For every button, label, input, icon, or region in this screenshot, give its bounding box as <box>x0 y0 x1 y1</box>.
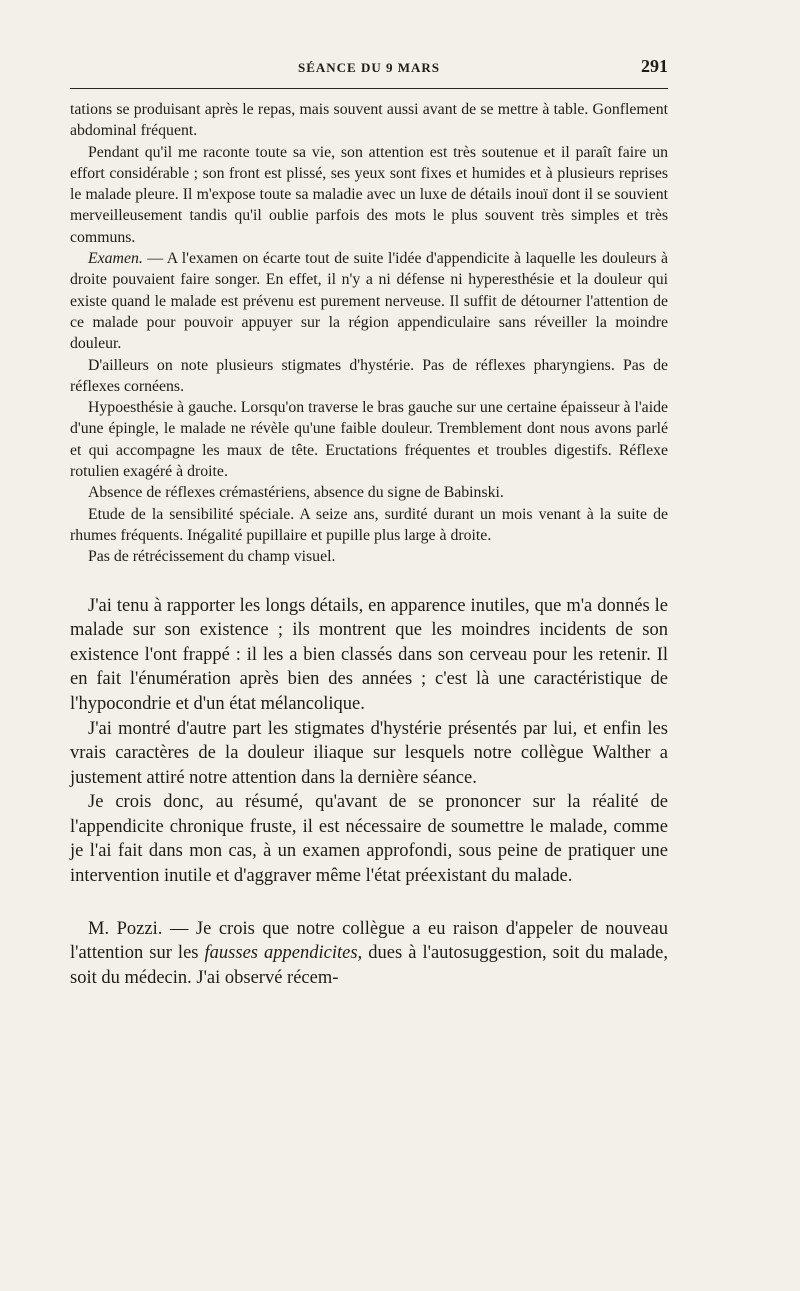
case-notes <box>70 99 668 568</box>
section-lead: Examen. <box>88 250 143 268</box>
discussion-paragraph: M. Pozzi. — Je crois que notre collègue a eu raison d'appeler de nouveau l'attention sur les fausses appendicites, dues à l'autosuggestion, soit du malade, soit du médecin. J'ai observé récem- <box>70 918 669 988</box>
commentary-paragraph: Je crois donc, au résumé, qu'avant de se prononcer sur la réalité de l'appendicite chronique fruste, il est nécessaire de soumettre le malade, comme je l'ai fait dans mon cas, à un examen approfondi, sous peine de pratiquer une intervention inutile et d'aggraver même l'état préexistant du malade. <box>70 792 668 887</box>
page-number: 291 <box>641 56 668 76</box>
running-title: SÉANCE DU 9 MARS <box>297 60 441 75</box>
case-paragraph: Hypoesthésie à gauche. Lorsqu'on traverse le bras gauche sur une certaine épaisseur à l'aide d'une épingle, le malade ne révèle qu'une faible douleur. Tremblement dont nous avons parlé et qui accompagne les maux de tête. Eructations fréquentes et troubles digestifs. Réflexe rotulien exagéré à droite. <box>70 399 668 481</box>
case-paragraph: Absence de réflexes crémastériens, absence du signe de Babinski. <box>88 484 504 502</box>
case-paragraph: Pas de rétrécissement du champ visuel. <box>88 548 336 566</box>
page-header <box>70 50 668 88</box>
header-rule <box>70 88 668 89</box>
discussion <box>70 917 668 991</box>
commentary-paragraph: J'ai montré d'autre part les stigmates d'hystérie présentés par lui, et enfin les vrais caractères de la douleur iliaque sur lesquels notre collègue Walther a justement attiré notre attention dans la dernière séance. <box>70 718 668 788</box>
speaker-name: M. Pozzi. <box>88 918 163 939</box>
case-paragraph: Pendant qu'il me raconte toute sa vie, son attention est très soutenue et il paraît faire un effort considérable ; son front est plissé, ses yeux sont fixes et humides et à plusieurs reprises le malade pleure. Il m'expose toute sa maladie avec un luxe de détails inouï dont il se souvient merveilleusement tandis qu'il oublie parfois des mots le plus souvent très simples et très communs. <box>70 143 668 246</box>
page <box>70 50 668 990</box>
commentary-paragraph: J'ai tenu à rapporter les longs détails, en apparence inutiles, que m'a donnés le malade sur son existence ; ils montrent que les moindres incidents de son existence l'ont frappé : il les a bien classés dans son cerveau pour les retenir. Il en fait l'énumération après bien des années ; c'est là une caractéristique de l'hypocondrie et d'un état mélancolique. <box>70 595 668 714</box>
case-paragraph: Examen. — A l'examen on écarte tout de suite l'idée d'appendicite à laquelle les douleurs à droite pouvaient faire songer. En effet, il n'y a ni défense ni hyperesthésie et la douleur qui existe quand le malade est prévenu est purement nerveuse. Il suffit de détourner l'attention de ce malade pour pouvoir appuyer sur la région appendiculaire sans réveiller la moindre douleur. <box>70 250 668 353</box>
case-paragraph: D'ailleurs on note plusieurs stigmates d'hystérie. Pas de réflexes pharyngiens. Pas de réflexes cornéens. <box>70 356 668 395</box>
case-paragraph: Etude de la sensibilité spéciale. A seize ans, surdité durant un mois venant à la suite de rhumes fréquents. Inégalité pupillaire et pupille plus large à droite. <box>70 505 668 544</box>
case-paragraph: tations se produisant après le repas, mais souvent aussi avant de se mettre à table. Gonflement abdominal fréquent. <box>70 101 668 140</box>
commentary <box>70 594 668 889</box>
emphasis-term: fausses appendicites, <box>204 943 363 964</box>
